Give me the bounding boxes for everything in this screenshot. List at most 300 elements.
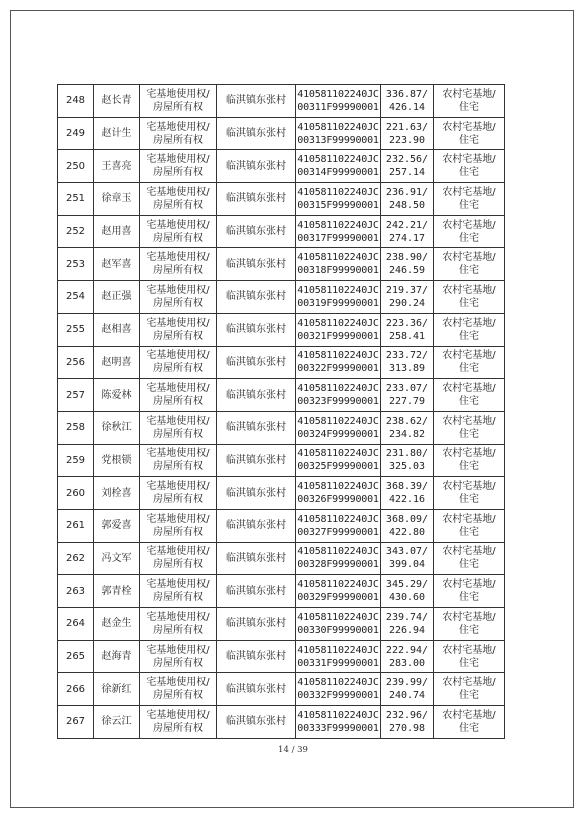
- building-area: 283.00: [388, 657, 426, 669]
- right-type-line-2: 房屋所有权: [153, 167, 203, 179]
- right-type-line-1: 宅基地使用权/: [146, 219, 210, 231]
- parcel-code-line-1: 410581102240JC: [297, 88, 379, 100]
- usage-line-2: 住宅: [459, 232, 479, 244]
- parcel-code-cell: [296, 346, 381, 379]
- table-row: [58, 313, 505, 346]
- building-area: 430.60: [388, 592, 426, 604]
- location: 临淇镇东张村: [217, 346, 296, 379]
- right-type-cell: [140, 183, 217, 216]
- usage-line-2: 住宅: [459, 297, 479, 309]
- land-area: 239.74/: [385, 611, 429, 623]
- parcel-code-line-1: 410581102240JC: [297, 579, 379, 591]
- area-cell: [381, 673, 434, 706]
- location: 临淇镇东张村: [217, 640, 296, 673]
- location: 临淇镇东张村: [217, 477, 296, 510]
- location: 临淇镇东张村: [217, 509, 296, 542]
- right-type-line-2: 房屋所有权: [153, 134, 203, 146]
- usage-line-2: 住宅: [459, 559, 479, 571]
- land-area: 345.29/: [385, 579, 429, 591]
- usage-line-1: 农村宅基地/: [442, 88, 496, 100]
- right-type-cell: [140, 509, 217, 542]
- owner-name: 赵金生: [94, 608, 140, 641]
- parcel-code-line-2: 00315F99990001: [297, 199, 379, 211]
- record-number: 266: [58, 673, 94, 706]
- parcel-code-line-2: 00323F99990001: [297, 396, 379, 408]
- area-cell: [381, 183, 434, 216]
- right-type-line-2: 房屋所有权: [153, 624, 203, 636]
- owner-name: 徐云江: [94, 706, 140, 739]
- building-area: 422.16: [388, 494, 426, 506]
- usage-line-1: 农村宅基地/: [442, 219, 496, 231]
- owner-name: 赵用喜: [94, 215, 140, 248]
- usage-cell: [434, 346, 505, 379]
- right-type-line-2: 房屋所有权: [153, 297, 203, 309]
- right-type-line-1: 宅基地使用权/: [146, 513, 210, 525]
- table-row: [58, 542, 505, 575]
- parcel-code-cell: [296, 444, 381, 477]
- table-row: [58, 509, 505, 542]
- parcel-code-line-1: 410581102240JC: [297, 383, 379, 395]
- right-type-cell: [140, 313, 217, 346]
- record-number: 256: [58, 346, 94, 379]
- table-row: [58, 444, 505, 477]
- parcel-code-line-2: 00313F99990001: [297, 134, 379, 146]
- parcel-code-line-2: 00328F99990001: [297, 559, 379, 571]
- area-cell: [381, 542, 434, 575]
- location: 临淇镇东张村: [217, 575, 296, 608]
- parcel-code-line-1: 410581102240JC: [297, 252, 379, 264]
- record-number: 248: [58, 85, 94, 118]
- parcel-code-line-2: 00317F99990001: [297, 232, 379, 244]
- right-type-line-1: 宅基地使用权/: [146, 154, 210, 166]
- usage-line-2: 住宅: [459, 461, 479, 473]
- area-cell: [381, 346, 434, 379]
- parcel-code-line-1: 410581102240JC: [297, 186, 379, 198]
- page-number: 14 / 39: [278, 745, 308, 755]
- record-number: 252: [58, 215, 94, 248]
- right-type-line-2: 房屋所有权: [153, 396, 203, 408]
- parcel-code-line-2: 00333F99990001: [297, 722, 379, 734]
- table-row: [58, 183, 505, 216]
- parcel-code-line-2: 00314F99990001: [297, 167, 379, 179]
- parcel-code-cell: [296, 215, 381, 248]
- usage-cell: [434, 281, 505, 314]
- right-type-line-1: 宅基地使用权/: [146, 709, 210, 721]
- usage-line-2: 住宅: [459, 624, 479, 636]
- right-type-line-2: 房屋所有权: [153, 461, 203, 473]
- parcel-code-line-1: 410581102240JC: [297, 415, 379, 427]
- right-type-line-1: 宅基地使用权/: [146, 317, 210, 329]
- right-type-cell: [140, 117, 217, 150]
- usage-cell: [434, 575, 505, 608]
- right-type-cell: [140, 346, 217, 379]
- record-number: 255: [58, 313, 94, 346]
- right-type-line-1: 宅基地使用权/: [146, 448, 210, 460]
- parcel-code-line-2: 00330F99990001: [297, 624, 379, 636]
- right-type-line-2: 房屋所有权: [153, 494, 203, 506]
- parcel-code-line-2: 00325F99990001: [297, 461, 379, 473]
- parcel-code-cell: [296, 85, 381, 118]
- parcel-code-line-1: 410581102240JC: [297, 611, 379, 623]
- right-type-line-1: 宅基地使用权/: [146, 88, 210, 100]
- right-type-cell: [140, 706, 217, 739]
- record-number: 249: [58, 117, 94, 150]
- building-area: 422.80: [388, 526, 426, 538]
- land-area: 238.62/: [385, 415, 429, 427]
- right-type-cell: [140, 379, 217, 412]
- location: 临淇镇东张村: [217, 379, 296, 412]
- table-row: [58, 673, 505, 706]
- usage-cell: [434, 183, 505, 216]
- location: 临淇镇东张村: [217, 183, 296, 216]
- usage-cell: [434, 706, 505, 739]
- parcel-code-cell: [296, 706, 381, 739]
- table-row: [58, 117, 505, 150]
- right-type-line-1: 宅基地使用权/: [146, 350, 210, 362]
- usage-line-1: 农村宅基地/: [442, 481, 496, 493]
- record-number: 261: [58, 509, 94, 542]
- parcel-code-line-1: 410581102240JC: [297, 284, 379, 296]
- right-type-line-1: 宅基地使用权/: [146, 252, 210, 264]
- right-type-line-2: 房屋所有权: [153, 330, 203, 342]
- right-type-cell: [140, 444, 217, 477]
- land-area: 343.07/: [385, 546, 429, 558]
- right-type-line-2: 房屋所有权: [153, 265, 203, 277]
- parcel-code-line-1: 410581102240JC: [297, 677, 379, 689]
- owner-name: 赵军喜: [94, 248, 140, 281]
- area-cell: [381, 281, 434, 314]
- usage-line-2: 住宅: [459, 690, 479, 702]
- area-cell: [381, 379, 434, 412]
- usage-line-2: 住宅: [459, 363, 479, 375]
- usage-cell: [434, 411, 505, 444]
- building-area: 226.94: [388, 624, 426, 636]
- area-cell: [381, 608, 434, 641]
- owner-name: 徐新红: [94, 673, 140, 706]
- table-row: [58, 85, 505, 118]
- usage-line-1: 农村宅基地/: [442, 317, 496, 329]
- parcel-code-line-2: 00327F99990001: [297, 526, 379, 538]
- location: 临淇镇东张村: [217, 706, 296, 739]
- parcel-code-line-1: 410581102240JC: [297, 121, 379, 133]
- parcel-code-cell: [296, 379, 381, 412]
- usage-line-1: 农村宅基地/: [442, 709, 496, 721]
- usage-line-1: 农村宅基地/: [442, 611, 496, 623]
- building-area: 248.50: [388, 199, 426, 211]
- usage-cell: [434, 215, 505, 248]
- area-cell: [381, 150, 434, 183]
- location: 临淇镇东张村: [217, 85, 296, 118]
- usage-line-2: 住宅: [459, 592, 479, 604]
- building-area: 313.89: [388, 363, 426, 375]
- usage-cell: [434, 673, 505, 706]
- location: 临淇镇东张村: [217, 248, 296, 281]
- table-row: [58, 379, 505, 412]
- usage-line-1: 农村宅基地/: [442, 677, 496, 689]
- usage-line-1: 农村宅基地/: [442, 350, 496, 362]
- parcel-code-line-1: 410581102240JC: [297, 644, 379, 656]
- owner-name: 赵海青: [94, 640, 140, 673]
- right-type-cell: [140, 608, 217, 641]
- parcel-code-line-2: 00321F99990001: [297, 330, 379, 342]
- parcel-code-line-1: 410581102240JC: [297, 546, 379, 558]
- owner-name: 赵长青: [94, 85, 140, 118]
- right-type-line-2: 房屋所有权: [153, 363, 203, 375]
- right-type-cell: [140, 673, 217, 706]
- parcel-code-line-2: 00324F99990001: [297, 428, 379, 440]
- building-area: 274.17: [388, 232, 426, 244]
- usage-cell: [434, 85, 505, 118]
- right-type-line-2: 房屋所有权: [153, 199, 203, 211]
- building-area: 290.24: [388, 297, 426, 309]
- record-number: 260: [58, 477, 94, 510]
- owner-name: 徐章玉: [94, 183, 140, 216]
- parcel-code-line-2: 00332F99990001: [297, 690, 379, 702]
- right-type-line-1: 宅基地使用权/: [146, 677, 210, 689]
- land-area: 239.99/: [385, 677, 429, 689]
- record-number: 262: [58, 542, 94, 575]
- parcel-code-line-2: 00311F99990001: [297, 101, 379, 113]
- area-cell: [381, 509, 434, 542]
- usage-line-2: 住宅: [459, 428, 479, 440]
- parcel-code-line-1: 410581102240JC: [297, 154, 379, 166]
- parcel-code-cell: [296, 248, 381, 281]
- area-cell: [381, 706, 434, 739]
- building-area: 234.82: [388, 428, 426, 440]
- land-area: 232.56/: [385, 154, 429, 166]
- table-row: [58, 248, 505, 281]
- building-area: 257.14: [388, 167, 426, 179]
- usage-line-1: 农村宅基地/: [442, 546, 496, 558]
- parcel-code-line-2: 00329F99990001: [297, 592, 379, 604]
- parcel-code-line-2: 00319F99990001: [297, 297, 379, 309]
- land-area: 219.37/: [385, 284, 429, 296]
- usage-line-2: 住宅: [459, 134, 479, 146]
- right-type-line-2: 房屋所有权: [153, 592, 203, 604]
- building-area: 258.41: [388, 330, 426, 342]
- land-area: 336.87/: [385, 88, 429, 100]
- usage-line-1: 农村宅基地/: [442, 415, 496, 427]
- parcel-code-line-1: 410581102240JC: [297, 317, 379, 329]
- usage-cell: [434, 477, 505, 510]
- owner-name: 徐秋江: [94, 411, 140, 444]
- owner-name: 赵正强: [94, 281, 140, 314]
- usage-line-2: 住宅: [459, 330, 479, 342]
- right-type-cell: [140, 477, 217, 510]
- usage-line-2: 住宅: [459, 657, 479, 669]
- land-area: 223.36/: [385, 317, 429, 329]
- land-area: 368.09/: [385, 513, 429, 525]
- record-number: 267: [58, 706, 94, 739]
- right-type-cell: [140, 150, 217, 183]
- area-cell: [381, 215, 434, 248]
- usage-cell: [434, 248, 505, 281]
- record-number: 254: [58, 281, 94, 314]
- usage-line-1: 农村宅基地/: [442, 579, 496, 591]
- usage-cell: [434, 150, 505, 183]
- land-area: 368.39/: [385, 481, 429, 493]
- table-row: [58, 411, 505, 444]
- parcel-code-line-1: 410581102240JC: [297, 709, 379, 721]
- owner-name: 赵计生: [94, 117, 140, 150]
- building-area: 325.03: [388, 461, 426, 473]
- table-row: [58, 640, 505, 673]
- parcel-code-cell: [296, 673, 381, 706]
- land-area: 222.94/: [385, 644, 429, 656]
- right-type-line-2: 房屋所有权: [153, 526, 203, 538]
- parcel-code-line-1: 410581102240JC: [297, 448, 379, 460]
- right-type-cell: [140, 575, 217, 608]
- usage-line-1: 农村宅基地/: [442, 448, 496, 460]
- usage-cell: [434, 509, 505, 542]
- area-cell: [381, 575, 434, 608]
- parcel-code-cell: [296, 575, 381, 608]
- record-number: 250: [58, 150, 94, 183]
- parcel-code-cell: [296, 411, 381, 444]
- right-type-line-2: 房屋所有权: [153, 428, 203, 440]
- right-type-line-2: 房屋所有权: [153, 559, 203, 571]
- usage-line-2: 住宅: [459, 396, 479, 408]
- parcel-code-cell: [296, 281, 381, 314]
- building-area: 399.04: [388, 559, 426, 571]
- right-type-line-1: 宅基地使用权/: [146, 644, 210, 656]
- right-type-cell: [140, 215, 217, 248]
- owner-name: 陈爱林: [94, 379, 140, 412]
- parcel-code-cell: [296, 640, 381, 673]
- table-row: [58, 150, 505, 183]
- usage-cell: [434, 608, 505, 641]
- right-type-line-2: 房屋所有权: [153, 722, 203, 734]
- parcel-code-cell: [296, 542, 381, 575]
- right-type-line-2: 房屋所有权: [153, 232, 203, 244]
- usage-line-2: 住宅: [459, 494, 479, 506]
- area-cell: [381, 411, 434, 444]
- land-area: 233.07/: [385, 383, 429, 395]
- usage-line-1: 农村宅基地/: [442, 644, 496, 656]
- location: 临淇镇东张村: [217, 117, 296, 150]
- owner-name: 刘栓喜: [94, 477, 140, 510]
- building-area: 223.90: [388, 134, 426, 146]
- owner-name: 赵相喜: [94, 313, 140, 346]
- land-area: 233.72/: [385, 350, 429, 362]
- usage-cell: [434, 117, 505, 150]
- right-type-line-1: 宅基地使用权/: [146, 611, 210, 623]
- location: 临淇镇东张村: [217, 542, 296, 575]
- land-area: 231.80/: [385, 448, 429, 460]
- right-type-line-1: 宅基地使用权/: [146, 121, 210, 133]
- area-cell: [381, 117, 434, 150]
- building-area: 240.74: [388, 690, 426, 702]
- usage-line-1: 农村宅基地/: [442, 154, 496, 166]
- right-type-cell: [140, 85, 217, 118]
- building-area: 227.79: [388, 396, 426, 408]
- area-cell: [381, 640, 434, 673]
- usage-cell: [434, 542, 505, 575]
- parcel-code-line-2: 00318F99990001: [297, 265, 379, 277]
- building-area: 246.59: [388, 265, 426, 277]
- location: 临淇镇东张村: [217, 281, 296, 314]
- location: 临淇镇东张村: [217, 608, 296, 641]
- table-row: [58, 477, 505, 510]
- area-cell: [381, 85, 434, 118]
- usage-line-1: 农村宅基地/: [442, 383, 496, 395]
- usage-cell: [434, 640, 505, 673]
- usage-line-1: 农村宅基地/: [442, 252, 496, 264]
- parcel-code-line-2: 00331F99990001: [297, 657, 379, 669]
- record-number: 258: [58, 411, 94, 444]
- parcel-code-cell: [296, 509, 381, 542]
- land-area: 238.90/: [385, 252, 429, 264]
- owner-name: 郭青栓: [94, 575, 140, 608]
- record-number: 264: [58, 608, 94, 641]
- owner-name: 王喜亮: [94, 150, 140, 183]
- usage-line-2: 住宅: [459, 526, 479, 538]
- usage-line-2: 住宅: [459, 167, 479, 179]
- right-type-line-1: 宅基地使用权/: [146, 284, 210, 296]
- record-number: 253: [58, 248, 94, 281]
- table-row: [58, 575, 505, 608]
- usage-line-2: 住宅: [459, 101, 479, 113]
- table-row: [58, 281, 505, 314]
- parcel-code-line-2: 00322F99990001: [297, 363, 379, 375]
- location: 临淇镇东张村: [217, 150, 296, 183]
- owner-name: 郭爱喜: [94, 509, 140, 542]
- registry-table: [57, 84, 505, 739]
- right-type-cell: [140, 411, 217, 444]
- table-row: [58, 215, 505, 248]
- parcel-code-cell: [296, 150, 381, 183]
- right-type-line-1: 宅基地使用权/: [146, 383, 210, 395]
- owner-name: 赵明喜: [94, 346, 140, 379]
- parcel-code-line-1: 410581102240JC: [297, 219, 379, 231]
- owner-name: 党根锁: [94, 444, 140, 477]
- table-row: [58, 706, 505, 739]
- location: 临淇镇东张村: [217, 411, 296, 444]
- table-row: [58, 608, 505, 641]
- usage-line-1: 农村宅基地/: [442, 284, 496, 296]
- parcel-code-line-1: 410581102240JC: [297, 350, 379, 362]
- right-type-line-1: 宅基地使用权/: [146, 481, 210, 493]
- area-cell: [381, 313, 434, 346]
- right-type-line-1: 宅基地使用权/: [146, 546, 210, 558]
- location: 临淇镇东张村: [217, 215, 296, 248]
- parcel-code-cell: [296, 313, 381, 346]
- record-number: 251: [58, 183, 94, 216]
- parcel-code-cell: [296, 117, 381, 150]
- parcel-code-cell: [296, 183, 381, 216]
- usage-cell: [434, 313, 505, 346]
- building-area: 270.98: [388, 722, 426, 734]
- location: 临淇镇东张村: [217, 673, 296, 706]
- right-type-cell: [140, 542, 217, 575]
- right-type-cell: [140, 248, 217, 281]
- land-area: 221.63/: [385, 121, 429, 133]
- record-number: 257: [58, 379, 94, 412]
- usage-line-1: 农村宅基地/: [442, 513, 496, 525]
- land-area: 242.21/: [385, 219, 429, 231]
- area-cell: [381, 444, 434, 477]
- usage-line-2: 住宅: [459, 265, 479, 277]
- owner-name: 冯文军: [94, 542, 140, 575]
- record-number: 263: [58, 575, 94, 608]
- parcel-code-line-1: 410581102240JC: [297, 513, 379, 525]
- right-type-line-1: 宅基地使用权/: [146, 579, 210, 591]
- parcel-code-line-1: 410581102240JC: [297, 481, 379, 493]
- usage-line-1: 农村宅基地/: [442, 186, 496, 198]
- usage-cell: [434, 444, 505, 477]
- usage-line-2: 住宅: [459, 722, 479, 734]
- right-type-line-2: 房屋所有权: [153, 690, 203, 702]
